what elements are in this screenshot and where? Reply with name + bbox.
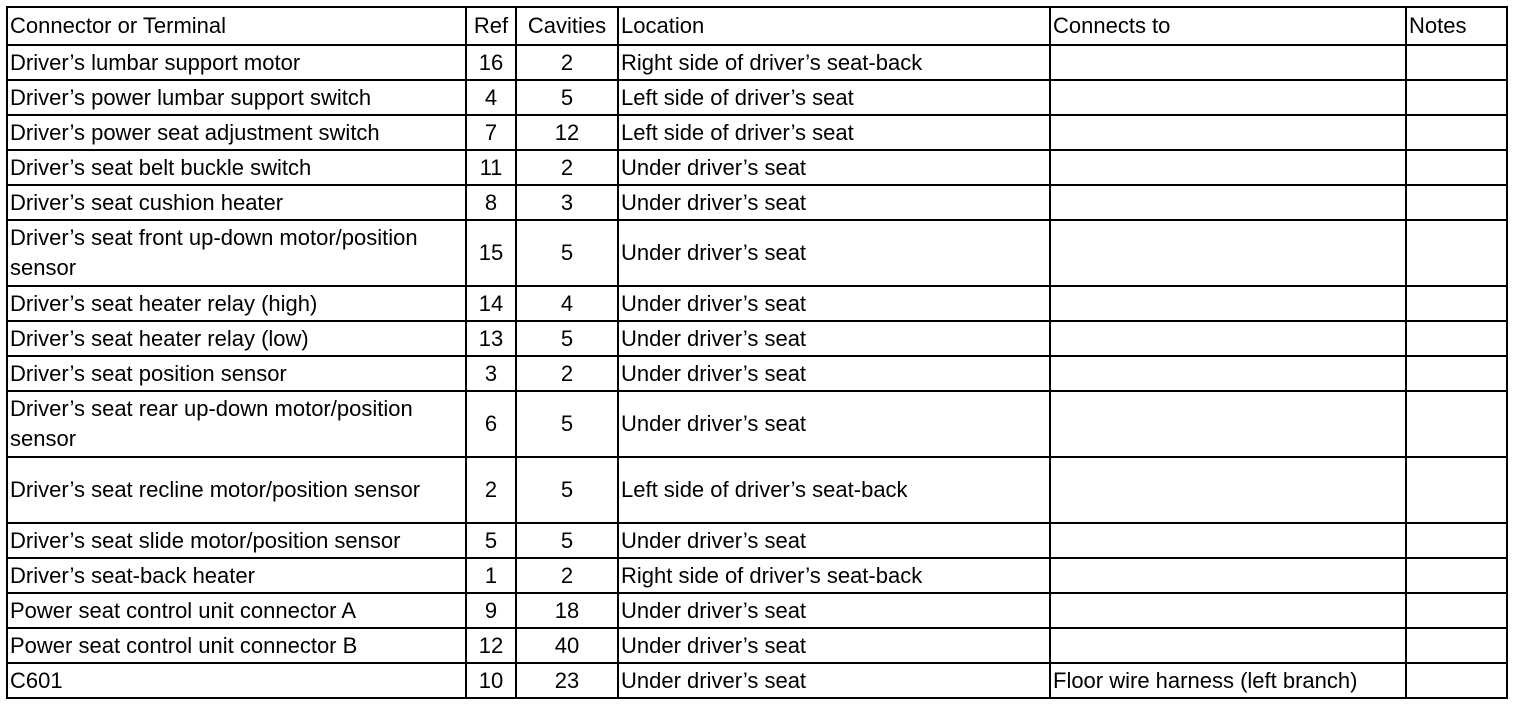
cell-ref: 12 [466,628,516,663]
cell-connector: Driver’s power lumbar support switch [7,80,466,115]
cell-connector: Power seat control unit connector B [7,628,466,663]
cell-notes [1406,80,1507,115]
cell-connects-to [1050,321,1406,356]
cell-connector: C601 [7,663,466,698]
cell-connector: Driver’s seat belt buckle switch [7,150,466,185]
cell-location: Left side of driver’s seat [618,80,1050,115]
cell-location: Under driver’s seat [618,628,1050,663]
table-row [7,558,1507,593]
cell-connects-to [1050,457,1406,523]
cell-cavities: 5 [516,80,618,115]
cell-connects-to [1050,220,1406,286]
table-row [7,321,1507,356]
table-row [7,220,1507,286]
cell-notes [1406,220,1507,286]
cell-notes [1406,115,1507,150]
cell-connects-to [1050,558,1406,593]
cell-connector: Driver’s seat slide motor/position sensor [7,523,466,558]
table-row [7,115,1507,150]
cell-cavities: 18 [516,593,618,628]
cell-location: Under driver’s seat [618,150,1050,185]
header-connector: Connector or Terminal [7,7,466,45]
table-row [7,286,1507,321]
cell-cavities: 2 [516,356,618,391]
table-row [7,593,1507,628]
table-row [7,45,1507,80]
cell-ref: 6 [466,391,516,457]
cell-location: Under driver’s seat [618,356,1050,391]
cell-connects-to [1050,286,1406,321]
cell-connector: Driver’s seat front up-down motor/position sensor [7,220,466,286]
cell-ref: 3 [466,356,516,391]
cell-ref: 5 [466,523,516,558]
cell-connects-to [1050,80,1406,115]
cell-ref: 15 [466,220,516,286]
table-row [7,185,1507,220]
cell-connects-to [1050,628,1406,663]
table-row [7,628,1507,663]
cell-ref: 10 [466,663,516,698]
cell-notes [1406,356,1507,391]
cell-cavities: 5 [516,523,618,558]
cell-notes [1406,45,1507,80]
cell-notes [1406,321,1507,356]
cell-connector: Driver’s seat-back heater [7,558,466,593]
cell-notes [1406,286,1507,321]
table-row [7,391,1507,457]
table-row [7,356,1507,391]
connector-table-wrapper [6,6,1508,699]
cell-notes [1406,185,1507,220]
cell-ref: 11 [466,150,516,185]
cell-ref: 13 [466,321,516,356]
header-row [7,7,1507,45]
cell-cavities: 2 [516,150,618,185]
cell-connects-to [1050,593,1406,628]
cell-cavities: 12 [516,115,618,150]
cell-cavities: 2 [516,558,618,593]
cell-cavities: 40 [516,628,618,663]
cell-cavities: 5 [516,457,618,523]
cell-location: Under driver’s seat [618,523,1050,558]
cell-ref: 2 [466,457,516,523]
cell-cavities: 5 [516,220,618,286]
cell-connector: Driver’s seat rear up-down motor/position sensor [7,391,466,457]
cell-cavities: 2 [516,45,618,80]
header-location: Location [618,7,1050,45]
connector-table [6,6,1508,699]
cell-connects-to [1050,150,1406,185]
table-row [7,663,1507,698]
cell-cavities: 23 [516,663,618,698]
cell-connects-to: Floor wire harness (left branch) [1050,663,1406,698]
cell-connector: Power seat control unit connector A [7,593,466,628]
cell-connects-to [1050,391,1406,457]
cell-notes [1406,523,1507,558]
cell-notes [1406,663,1507,698]
cell-ref: 8 [466,185,516,220]
cell-location: Under driver’s seat [618,220,1050,286]
cell-location: Under driver’s seat [618,321,1050,356]
cell-location: Under driver’s seat [618,663,1050,698]
cell-connects-to [1050,356,1406,391]
cell-ref: 14 [466,286,516,321]
header-ref: Ref [466,7,516,45]
header-cavities: Cavities [516,7,618,45]
cell-notes [1406,150,1507,185]
table-row [7,80,1507,115]
cell-location: Left side of driver’s seat [618,115,1050,150]
cell-cavities: 3 [516,185,618,220]
cell-connector: Driver’s seat heater relay (high) [7,286,466,321]
cell-ref: 7 [466,115,516,150]
header-connects-to: Connects to [1050,7,1406,45]
cell-ref: 4 [466,80,516,115]
cell-cavities: 5 [516,391,618,457]
header-notes: Notes [1406,7,1507,45]
cell-connector: Driver’s seat position sensor [7,356,466,391]
cell-location: Under driver’s seat [618,593,1050,628]
cell-location: Under driver’s seat [618,391,1050,457]
cell-cavities: 4 [516,286,618,321]
cell-connector: Driver’s lumbar support motor [7,45,466,80]
cell-connector: Driver’s seat recline motor/position sensor [7,457,466,523]
cell-location: Under driver’s seat [618,185,1050,220]
cell-cavities: 5 [516,321,618,356]
cell-connects-to [1050,523,1406,558]
cell-connector: Driver’s seat cushion heater [7,185,466,220]
cell-notes [1406,593,1507,628]
table-row [7,457,1507,523]
cell-notes [1406,391,1507,457]
cell-connects-to [1050,185,1406,220]
cell-connector: Driver’s power seat adjustment switch [7,115,466,150]
cell-connector: Driver’s seat heater relay (low) [7,321,466,356]
cell-connects-to [1050,115,1406,150]
cell-ref: 9 [466,593,516,628]
table-row [7,150,1507,185]
cell-location: Under driver’s seat [618,286,1050,321]
cell-connects-to [1050,45,1406,80]
cell-notes [1406,558,1507,593]
cell-location: Right side of driver’s seat-back [618,45,1050,80]
cell-notes [1406,457,1507,523]
cell-location: Left side of driver’s seat-back [618,457,1050,523]
cell-notes [1406,628,1507,663]
cell-location: Right side of driver’s seat-back [618,558,1050,593]
cell-ref: 16 [466,45,516,80]
table-row [7,523,1507,558]
cell-ref: 1 [466,558,516,593]
